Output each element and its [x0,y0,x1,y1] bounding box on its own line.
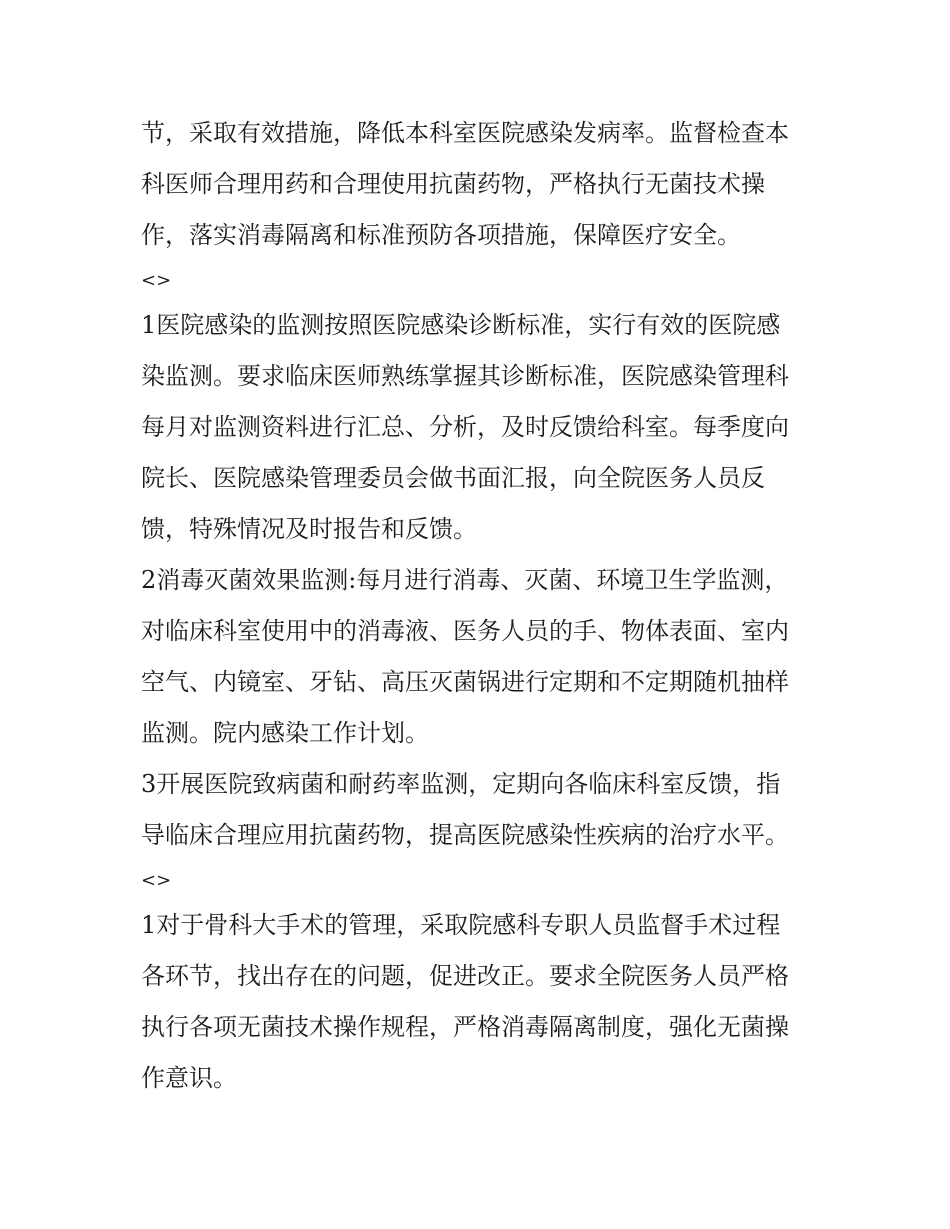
text-line: 1医院感染的监测按照医院感染诊断标准，实行有效的医院感 [141,311,781,339]
text-line: 2消毒灭菌效果监测:每月进行消毒、灭菌、环境卫生学监测， [141,566,789,594]
text-line: 院长、医院感染管理委员会做书面汇报，向全院医务人员反 [141,464,765,492]
text-line: 1对于骨科大手术的管理，采取院感科专职人员监督手术过程 [141,911,781,939]
text-line: 节，采取有效措施，降低本科室医院感染发病率。监督检查本 [141,119,789,147]
document-page [141,108,821,1104]
text-line: 空气、内镜室、牙钻、高压灭菌锅进行定期和不定期随机抽样 [141,668,789,696]
text-line: 作，落实消毒隔离和标准预防各项措施，保障医疗安全。 [141,221,741,249]
text-line: 每月对监测资料进行汇总、分析，及时反馈给科室。每季度向 [141,413,789,441]
text-line: 馈，特殊情况及时报告和反馈。 [141,515,477,543]
text-line: 染监测。要求临床医师熟练掌握其诊断标准，医院感染管理科 [141,362,789,390]
section-marker: <> [141,870,172,891]
text-line: 作意识。 [141,1064,237,1092]
text-line: 对临床科室使用中的消毒液、医务人员的手、物体表面、室内 [141,617,789,645]
text-line: 科医师合理用药和合理使用抗菌药物，严格执行无菌技术操 [141,170,765,198]
text-line: 各环节，找出存在的问题，促进改正。要求全院医务人员严格 [141,962,789,990]
text-line: 监测。院内感染工作计划。 [141,719,429,747]
text-line: 导临床合理应用抗菌药物，提高医院感染性疾病的治疗水平。 [141,821,789,849]
section-marker: <> [141,270,172,291]
text-line: 3开展医院致病菌和耐药率监测，定期向各临床科室反馈，指 [141,770,781,798]
text-line: 执行各项无菌技术操作规程，严格消毒隔离制度，强化无菌操 [141,1013,789,1041]
